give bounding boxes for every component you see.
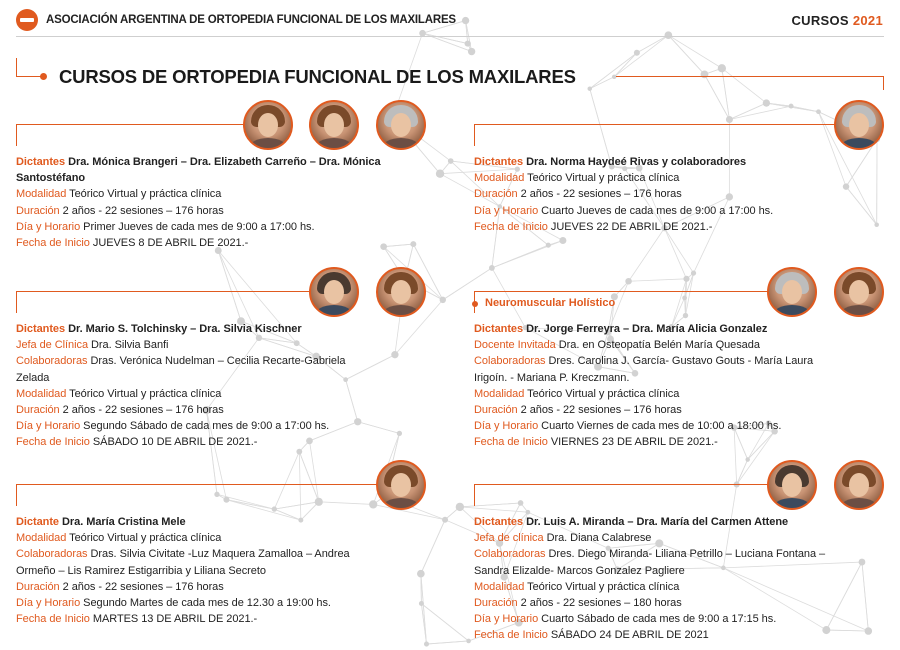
fecha-inicio-label: Fecha de Inicio <box>474 220 548 233</box>
dictantes-row <box>16 154 446 170</box>
modalidad-value: Teórico Virtual y práctica clínica <box>69 188 222 201</box>
dictantes-label: Dictantes <box>16 323 66 335</box>
course-2-bracket <box>474 124 475 146</box>
fecha-inicio-label: Fecha de Inicio <box>16 237 90 250</box>
modalidad-value: Teórico Virtual y práctica clínica <box>69 532 222 545</box>
jefa-clinica-label: Jefa de clínica <box>474 532 544 545</box>
dictantes-value: Dr. Luis A. Miranda – Dra. María del Carmen Attene <box>526 516 789 528</box>
colaboradoras-value: Dres. Carolina J. García- Gustavo Gouts - María Laura <box>548 355 814 368</box>
fecha-inicio-label: Fecha de Inicio <box>474 436 548 449</box>
dia-horario-value: Segundo Sábado de cada mes de 9:00 a 17:00 hs. <box>83 420 330 433</box>
colaboradoras-label: Colaboradoras <box>474 355 546 368</box>
colaboradoras-value-cont: Irigoín. - Mariana P. Kreczmann. <box>474 371 630 384</box>
duracion-label: Duración <box>474 404 518 417</box>
page-title: CURSOS DE ORTOPEDIA FUNCIONAL DE LOS MAXILARES <box>59 66 576 87</box>
course-block-4 <box>458 265 900 455</box>
colaboradoras-row <box>16 546 446 562</box>
duracion-value: 2 años - 22 sesiones – 176 horas <box>62 204 224 217</box>
dia-horario-label: Día y Horario <box>16 220 81 233</box>
colaboradoras-label: Colaboradoras <box>16 355 88 368</box>
fecha-inicio-row <box>16 611 446 627</box>
duracion-value: 2 años - 22 sesiones – 176 horas <box>62 580 224 593</box>
year-label: 2021 <box>852 13 883 28</box>
duracion-value: 2 años - 22 sesiones – 180 horas <box>520 597 682 610</box>
fecha-inicio-row <box>16 235 446 251</box>
course-1-rule <box>16 124 244 125</box>
modalidad-label: Modalidad <box>474 172 525 185</box>
dia-horario-row <box>474 418 894 434</box>
course-block-1 <box>0 98 450 248</box>
main-title-section <box>16 58 884 98</box>
course-4-rule <box>474 291 768 292</box>
title-right-vertical <box>883 76 884 90</box>
modalidad-label: Modalidad <box>16 387 67 400</box>
fecha-inicio-value: SÁBADO 24 DE ABRIL DE 2021 <box>550 629 709 642</box>
dictantes-label: Dictantes <box>474 156 524 168</box>
course-6-rule <box>474 484 768 485</box>
dictantes-label: Dictantes <box>474 516 524 528</box>
dia-horario-row <box>474 611 894 627</box>
modalidad-label: Modalidad <box>16 532 67 545</box>
instructor-photo <box>834 460 884 510</box>
duracion-label: Duración <box>474 188 518 201</box>
course-5-rule <box>16 484 378 485</box>
jefa-clinica-value: Dra. Diana Calabrese <box>546 532 652 545</box>
dia-horario-value: Cuarto Jueves de cada mes de 9:00 a 17:00 hs. <box>541 204 774 217</box>
fecha-inicio-value: JUEVES 22 DE ABRIL DE 2021.- <box>550 220 713 233</box>
course-5-details <box>16 514 446 627</box>
duracion-row <box>474 402 894 418</box>
fecha-inicio-row <box>474 627 894 643</box>
course-4-bullet-dot <box>472 301 478 307</box>
colaboradoras-label: Colaboradoras <box>474 548 546 561</box>
instructor-photo <box>767 460 817 510</box>
title-bracket-vertical <box>16 58 17 76</box>
colaboradoras-label: Colaboradoras <box>16 548 88 561</box>
dia-horario-label: Día y Horario <box>474 613 539 626</box>
modalidad-label: Modalidad <box>474 580 525 593</box>
colaboradoras-value-cont: Sandra Elizalde- Marcos Gonzalez Pagliere <box>474 564 685 577</box>
jefa-clinica-row <box>474 530 894 546</box>
modalidad-row <box>474 170 894 186</box>
dia-horario-row <box>16 219 446 235</box>
organization-name: ASOCIACIÓN ARGENTINA DE ORTOPEDIA FUNCIONAL DE LOS MAXILARES <box>46 14 456 26</box>
dictante-row <box>16 514 446 530</box>
dictantes-value: Dra. Mónica Brangeri – Dra. Elizabeth Carreño – Dra. Mónica <box>68 156 381 168</box>
colaboradoras-row <box>16 353 446 369</box>
fecha-inicio-value: VIERNES 23 DE ABRIL DE 2021.- <box>550 436 718 449</box>
modalidad-row <box>474 579 894 595</box>
modalidad-value: Teórico Virtual y práctica clínica <box>527 580 680 593</box>
instructor-photo <box>834 267 884 317</box>
duracion-row <box>16 402 446 418</box>
course-block-2 <box>458 98 900 248</box>
course-4-subtitle: Neuromuscular Holístico <box>485 297 616 309</box>
duracion-row <box>474 595 894 611</box>
fecha-inicio-label: Fecha de Inicio <box>16 436 90 449</box>
course-6-details <box>474 514 894 644</box>
dia-horario-row <box>16 595 446 611</box>
dia-horario-value: Cuarto Sábado de cada mes de 9:00 a 17:15 hs. <box>541 613 777 626</box>
instructor-photo <box>309 100 359 150</box>
docente-invitada-value: Dra. en Osteopatía Belén María Quesada <box>558 339 760 352</box>
fecha-inicio-row <box>474 434 894 450</box>
colaboradoras-row <box>474 546 894 562</box>
jefa-clinica-row <box>16 337 446 353</box>
course-3-details <box>16 321 446 451</box>
duracion-row <box>474 186 894 202</box>
course-block-6 <box>458 458 900 648</box>
dia-horario-label: Día y Horario <box>474 420 539 433</box>
dia-horario-row <box>16 418 446 434</box>
dia-horario-value: Cuarto Viernes de cada mes de 10:00 a 18:00 hs. <box>541 420 782 433</box>
instructor-photo <box>376 460 426 510</box>
network-node <box>468 48 475 55</box>
dia-horario-label: Día y Horario <box>16 597 81 610</box>
dia-horario-value: Primer Jueves de cada mes de 9:00 a 17:00 hs. <box>83 220 315 233</box>
modalidad-value: Teórico Virtual y práctica clínica <box>69 387 222 400</box>
modalidad-label: Modalidad <box>16 188 67 201</box>
course-block-3 <box>0 265 450 455</box>
duracion-value: 2 años - 22 sesiones – 176 horas <box>520 404 682 417</box>
fecha-inicio-row <box>474 219 894 235</box>
fecha-inicio-value: SÁBADO 10 DE ABRIL DE 2021.- <box>92 436 258 449</box>
course-3-bracket <box>16 291 17 313</box>
modalidad-row <box>16 186 446 202</box>
instructor-photo <box>309 267 359 317</box>
modalidad-label: Modalidad <box>474 387 525 400</box>
aaofm-logo-icon <box>16 9 38 31</box>
cursos-year-label <box>791 13 883 28</box>
duracion-value: 2 años - 22 sesiones – 176 horas <box>62 404 224 417</box>
dictantes-value: Dr. Jorge Ferreyra – Dra. María Alicia Gonzalez <box>526 323 768 335</box>
docente-invitada-label: Docente Invitada <box>474 339 556 352</box>
dia-horario-label: Día y Horario <box>474 204 539 217</box>
jefa-clinica-value: Dra. Silvia Banfi <box>91 339 169 352</box>
dictantes-row <box>474 154 894 170</box>
network-node <box>634 50 640 56</box>
modalidad-value: Teórico Virtual y práctica clínica <box>527 387 680 400</box>
colaboradoras-value: Dras. Silvia Civitate -Luz Maquera Zamalloa – Andrea <box>90 548 350 561</box>
course-4-details <box>474 321 894 451</box>
dictantes-value: Dra. Norma Haydeé Rivas y colaboradores <box>526 156 747 168</box>
duracion-label: Duración <box>16 204 60 217</box>
course-3-rule <box>16 291 310 292</box>
fecha-inicio-row <box>16 434 446 450</box>
colaboradoras-value: Dras. Verónica Nudelman – Cecilia Recarte-Gabriela <box>90 355 346 368</box>
dictantes-label: Dictantes <box>474 323 524 335</box>
instructor-photo <box>376 267 426 317</box>
fecha-inicio-label: Fecha de Inicio <box>16 613 90 626</box>
jefa-clinica-label: Jefa de Clínica <box>16 339 89 352</box>
course-6-bracket <box>474 484 475 506</box>
fecha-inicio-value: MARTES 13 DE ABRIL DE 2021.- <box>92 613 258 626</box>
instructor-photo <box>376 100 426 150</box>
colaboradoras-value: Dres. Diego Miranda- Liliana Petrillo – Luciana Fontana – <box>548 548 826 561</box>
dictante-label: Dictante <box>16 516 59 528</box>
dictantes-value: Dr. Mario S. Tolchinsky – Dra. Silvia Kischner <box>68 323 302 335</box>
instructor-photo <box>243 100 293 150</box>
course-1-details <box>16 154 446 251</box>
duracion-value: 2 años - 22 sesiones – 176 horas <box>520 188 682 201</box>
duracion-row <box>16 579 446 595</box>
cursos-label: CURSOS <box>791 13 849 28</box>
dictantes-label: Dictantes <box>16 156 66 168</box>
title-bracket-horizontal <box>16 76 42 77</box>
header-divider <box>16 36 884 37</box>
course-block-5 <box>0 458 450 648</box>
page-header <box>0 0 900 42</box>
course-2-rule <box>474 124 852 125</box>
fecha-inicio-label: Fecha de Inicio <box>474 629 548 642</box>
dia-horario-value: Segundo Martes de cada mes de 12.30 a 19:00 hs. <box>83 597 331 610</box>
course-1-bracket <box>16 124 17 146</box>
title-bullet-dot <box>40 73 47 80</box>
course-5-bracket <box>16 484 17 506</box>
dictantes-value-cont: Santostéfano <box>16 172 86 185</box>
dia-horario-row <box>474 203 894 219</box>
dia-horario-label: Día y Horario <box>16 420 81 433</box>
modalidad-row <box>16 530 446 546</box>
course-2-details <box>474 154 894 235</box>
duracion-row <box>16 203 446 219</box>
duracion-label: Duración <box>16 404 60 417</box>
docente-invitada-row <box>474 337 894 353</box>
modalidad-row <box>16 386 446 402</box>
colaboradoras-value-cont: Ormeño – Lis Ramirez Estigarribia y Liliana Secreto <box>16 564 266 577</box>
dictante-value: Dra. María Cristina Mele <box>62 516 186 528</box>
instructor-photo <box>767 267 817 317</box>
modalidad-row <box>474 386 894 402</box>
duracion-label: Duración <box>474 597 518 610</box>
colaboradoras-row <box>474 353 894 369</box>
dictantes-row <box>474 514 894 530</box>
title-right-line <box>616 76 884 77</box>
duracion-label: Duración <box>16 580 60 593</box>
colaboradoras-value-cont: Zelada <box>16 371 50 384</box>
instructor-photo <box>834 100 884 150</box>
dictantes-row <box>16 321 446 337</box>
modalidad-value: Teórico Virtual y práctica clínica <box>527 172 680 185</box>
fecha-inicio-value: JUEVES 8 DE ABRIL DE 2021.- <box>92 237 249 250</box>
dictantes-row <box>474 321 894 337</box>
